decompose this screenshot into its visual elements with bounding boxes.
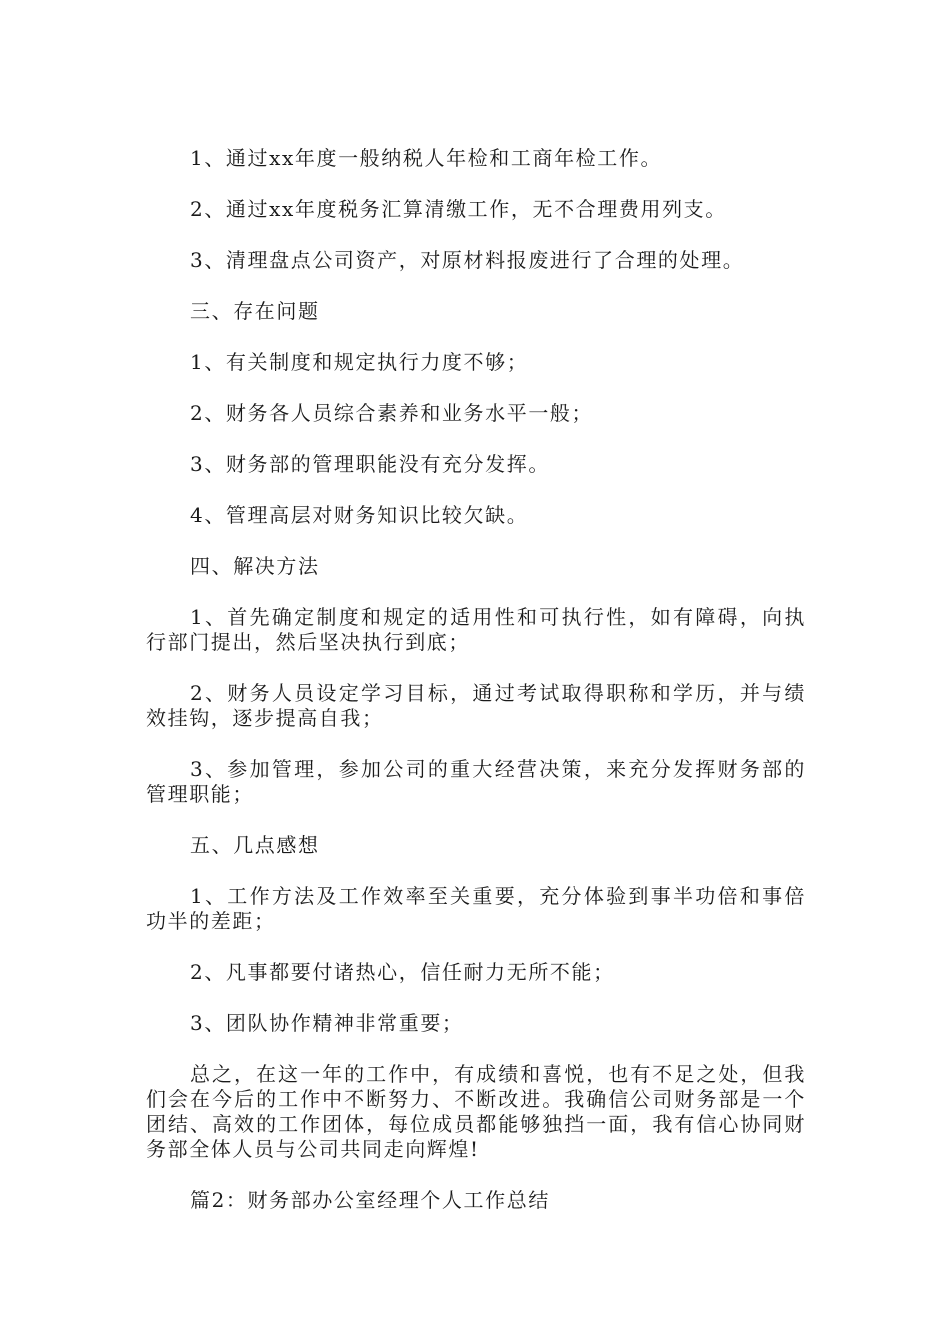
paragraph-reflection-1: 1、工作方法及工作效率至关重要，充分体验到事半功倍和事倍功半的差距； [146,884,806,933]
paragraph-reflection-3: 3、团队协作精神非常重要； [190,1011,464,1035]
paragraph-conclusion: 总之，在这一年的工作中，有成绩和喜悦，也有不足之处，但我们会在今后的工作中不断努力、不断改进。我确信公司财务部是一个团结、高效的工作团体，每位成员都能够独挡一面，我有信心协同财务部全体人员与公司共同走向辉煌! [146,1062,806,1161]
paragraph-solution-2: 2、财务人员设定学习目标，通过考试取得职称和学历，并与绩效挂钩，逐步提高自我； [146,681,806,730]
paragraph-problem-3: 3、财务部的管理职能没有充分发挥。 [190,452,550,476]
section-heading-solutions: 四、解决方法 [190,554,320,578]
paragraph-tax-settlement: 2、通过xx年度税务汇算清缴工作，无不合理费用列支。 [190,197,727,221]
paragraph-asset-inventory: 3、清理盘点公司资产，对原材料报废进行了合理的处理。 [190,248,745,272]
paragraph-problem-1: 1、有关制度和规定执行力度不够； [190,350,529,374]
paragraph-solution-3: 3、参加管理，参加公司的重大经营决策，来充分发挥财务部的管理职能； [146,757,806,806]
section-heading-problems: 三、存在问题 [190,299,320,323]
paragraph-solution-1: 1、首先确定制度和规定的适用性和可执行性，如有障碍，向执行部门提出，然后坚决执行到底； [146,605,806,654]
paragraph-reflection-2: 2、凡事都要付诸热心，信任耐力无所不能； [190,960,615,984]
article-2-title: 篇2：财务部办公室经理个人工作总结 [190,1188,550,1212]
paragraph-problem-4: 4、管理高层对财务知识比较欠缺。 [190,503,529,527]
document-body [146,146,806,1239]
section-heading-reflections: 五、几点感想 [190,833,320,857]
paragraph-annual-inspection: 1、通过xx年度一般纳税人年检和工商年检工作。 [190,146,663,170]
paragraph-problem-2: 2、财务各人员综合素养和业务水平一般； [190,401,594,425]
